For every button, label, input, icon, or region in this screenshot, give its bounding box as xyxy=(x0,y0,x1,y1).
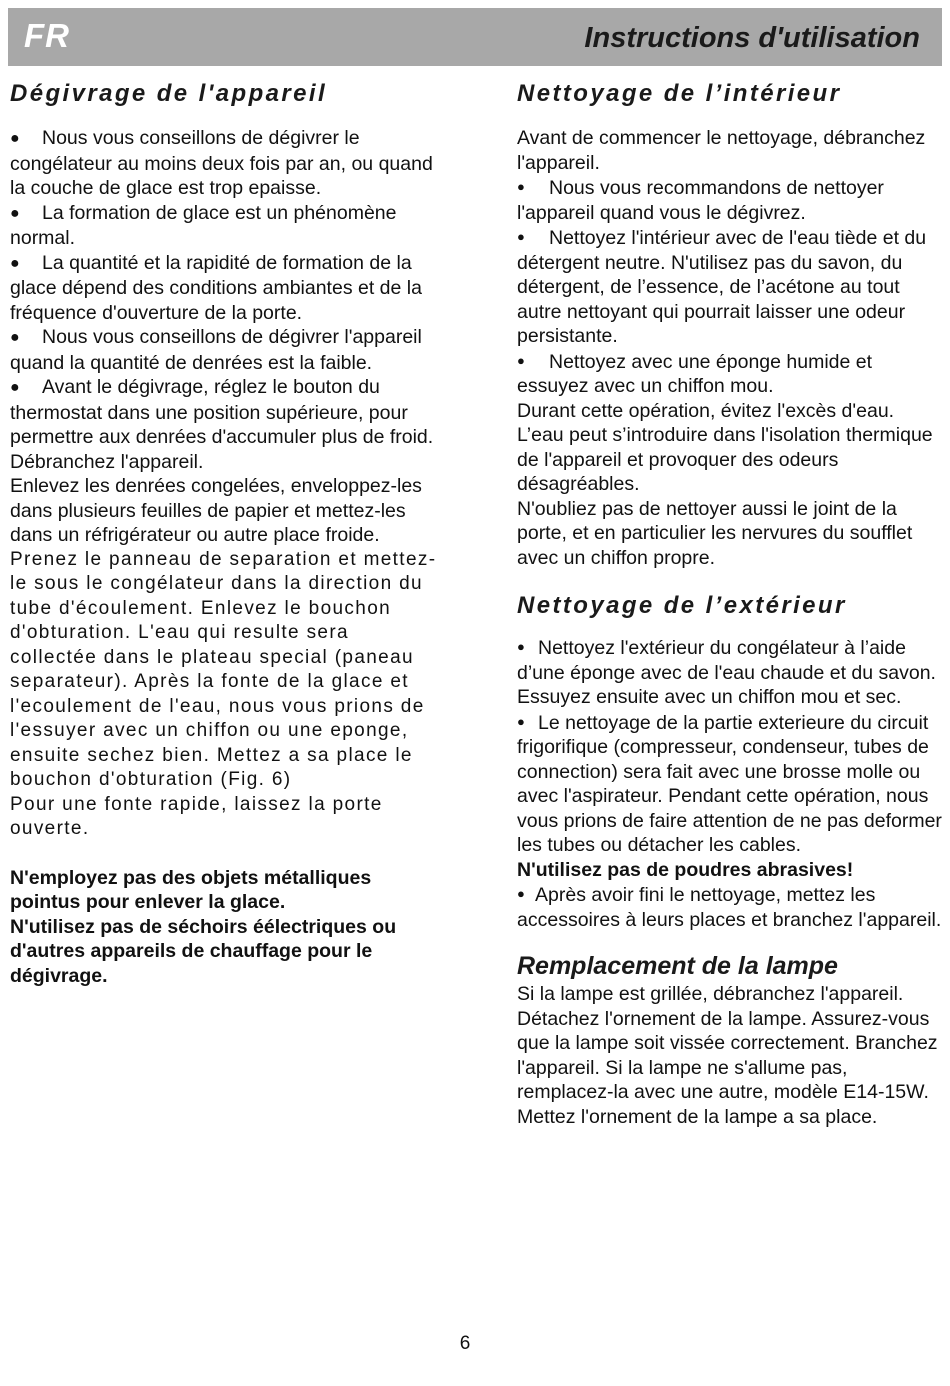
bullet-icon: ● xyxy=(517,179,525,194)
list-item: ● La quantité et la rapidité de formation de la glace dépend des conditions ambiantes et de la fréquence d'ouverture de la porte. xyxy=(10,251,422,324)
right-column xyxy=(517,78,942,1129)
section-title-interior: Nettoyage de l’intérieur xyxy=(517,80,842,107)
list-item: ● Nous vous recommandons de nettoyer l'appareil quand vous le dégivrez. xyxy=(517,177,884,224)
page-number: 6 xyxy=(459,1333,471,1354)
bullet-icon: ● xyxy=(10,329,20,346)
warning-metal-objects: N'employez pas des objets métalliques pointus pour enlever la glace. xyxy=(10,866,372,913)
warning-abrasives: N'utilisez pas de poudres abrasives! xyxy=(517,858,854,881)
list-item: ● Nous vous conseillons de dégivrer l'appareil quand la quantité de denrées est la faible. xyxy=(10,326,422,374)
bullet-icon: ● xyxy=(517,713,525,729)
bullet-icon: ● xyxy=(10,130,20,147)
warning-heaters: N'utilisez pas de séchoirs éélectriques ou d'autres appareils de chauffage pour le dégivrage. xyxy=(10,915,397,987)
list-item: ● La formation de glace est un phénomène normal. xyxy=(10,201,397,249)
quick-melt-text: Pour une fonte rapide, laissez la porte ouverte. xyxy=(10,793,383,839)
section-title-lamp: Remplacement de la lampe xyxy=(517,952,838,980)
list-item: ● Nettoyez avec une éponge humide et essuyez avec un chiffon mou. xyxy=(517,350,873,397)
interior-intro: Avant de commencer le nettoyage, débranchez l'appareil. xyxy=(517,127,926,174)
bullet-icon: ● xyxy=(517,639,525,654)
list-item: ● Nous vous conseillons de dégivrer le congélateur au moins deux fois par an, ou quand la couche de glace est trop epaisse. xyxy=(10,127,433,199)
section-title-defrost: Dégivrage de l'appareil xyxy=(10,80,328,107)
bullet-icon: ● xyxy=(10,379,20,396)
bullet-icon: ● xyxy=(517,352,525,368)
unplug-text: Débranchez l'appareil. xyxy=(10,450,204,473)
list-item: ● Après avoir fini le nettoyage, mettez les accessoires à leurs places et branchez l'appareil. xyxy=(517,884,942,931)
bullet-icon: ● xyxy=(10,204,20,222)
interior-note-seal: N'oubliez pas de nettoyer aussi le joint de la porte, et en particulier les nervures du soufflet avec un chiffon propre. xyxy=(517,497,913,569)
language-code: FR xyxy=(24,17,70,54)
page-header xyxy=(8,8,942,66)
list-item: ● Avant le dégivrage, réglez le bouton du thermostat dans une position supérieure, pour permettre aux denrées d'accumuler plus de froid. xyxy=(10,376,434,448)
bullet-icon: ● xyxy=(517,229,525,244)
section-title-exterior: Nettoyage de l’extérieur xyxy=(517,592,847,619)
bullet-icon: ● xyxy=(10,254,20,272)
procedure-text: Prenez le panneau de separation et mettez-le sous le congélateur dans la direction du tube d'écoulement. Enlevez le bouchon d'obturation. L'eau qui resulte sera collectée dans le plateau special (paneau separateur). Après la fonte de la glace et l'ecoulement de l'eau, nous vous prions de l'essuyer avec un chiffon ou une eponge, ensuite sechez bien. Mettez a sa place le bouchon d'obturation (Fig. 6) xyxy=(10,548,437,790)
list-item: ● Nettoyez l'extérieur du congélateur à l’aide d’une éponge avec de l'eau chaude et du savon. Essuyez ensuite avec un chiffon mou et sec. xyxy=(517,637,936,708)
list-item: ● Nettoyez l'intérieur avec de l'eau tiède et du détergent neutre. N'utilisez pas du savon, du détergent, de l’essence, de l’acétone au tout autre nettoyant qui pourrait laisser une odeur persistante. xyxy=(517,227,927,347)
lamp-text: Si la lampe est grillée, débranchez l'appareil. Détachez l'ornement de la lampe. Assurez-vous que la lampe soit vissée correctement. Branchez l'appareil. Si la lampe ne s'allume pas, remplacez-la avec une autre, modèle E14-15W. Mettez l'ornement de la lampe a sa place. xyxy=(517,983,938,1128)
interior-note-water: Durant cette opération, évitez l'excès d'eau. L’eau peut s’introduire dans l'isolation thermique de l'appareil et provoquer des odeurs désagréables. xyxy=(517,399,933,495)
bullet-icon: ● xyxy=(517,886,525,901)
remove-food-text: Enlevez les denrées congelées, enveloppez-les dans plusieurs feuilles de papier et mettez-les dans un réfrigérateur ou autre place froide. xyxy=(10,475,422,546)
header-title: Instructions d'utilisation xyxy=(584,22,920,54)
list-item: ● Le nettoyage de la partie exterieure du circuit frigorifique (compresseur, condenseur, tubes de connection) sera fait avec une brosse molle ou avec l'aspirateur. Pendant cette opération, nous vous prions de faire attention de ne pas deformer les tubes ou détacher les cables. xyxy=(517,711,942,856)
left-column xyxy=(10,78,440,988)
